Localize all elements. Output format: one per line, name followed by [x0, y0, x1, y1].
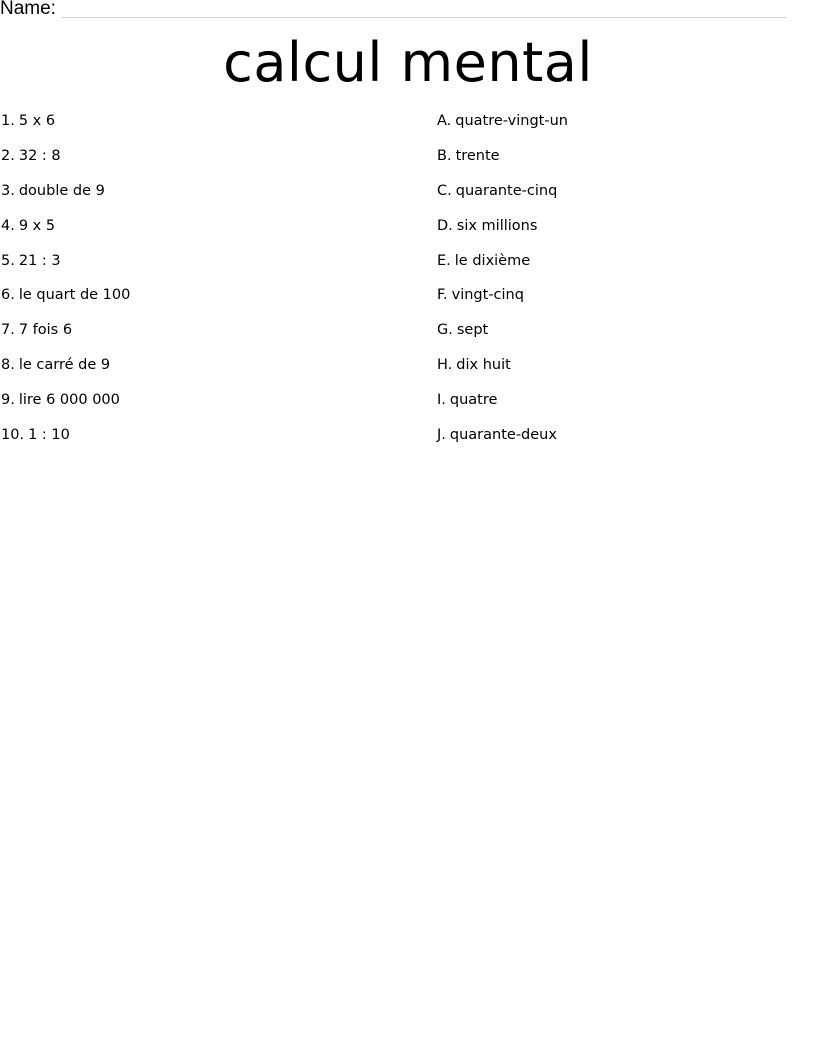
- question-text: 21 : 3: [18, 252, 61, 269]
- question-item: [1, 320, 401, 355]
- answer-text: trente: [455, 147, 500, 164]
- question-item: [1, 111, 401, 146]
- answer-item: [437, 251, 807, 286]
- answers-list: [437, 111, 807, 460]
- question-item: [1, 355, 401, 390]
- question-number: 6.: [1, 287, 15, 304]
- answer-item: [437, 320, 807, 355]
- questions-list: [1, 111, 401, 460]
- answer-letter: C.: [437, 182, 452, 199]
- question-item: [1, 181, 401, 216]
- question-text: 9 x 5: [18, 217, 56, 234]
- answer-text: quatre: [449, 392, 498, 409]
- question-number: 4.: [1, 217, 15, 234]
- question-number: 2.: [1, 147, 15, 164]
- answer-item: [437, 355, 807, 390]
- question-item: [1, 251, 401, 286]
- question-number: 8.: [1, 357, 15, 374]
- answer-text: le dixième: [454, 252, 531, 269]
- answer-text: sept: [456, 322, 489, 339]
- question-number: 5.: [1, 252, 15, 269]
- answer-letter: D.: [437, 217, 453, 234]
- question-number: 3.: [1, 182, 15, 199]
- question-number: 1.: [1, 113, 15, 129]
- answer-item: [437, 146, 807, 181]
- answer-letter: B.: [437, 147, 452, 164]
- question-item: [1, 216, 401, 251]
- question-text: le quart de 100: [18, 287, 131, 304]
- answer-text: quatre-vingt-un: [455, 113, 568, 129]
- answer-letter: H.: [437, 357, 453, 374]
- answer-letter: J.: [437, 427, 446, 444]
- question-number: 10.: [1, 427, 25, 444]
- answer-item: [437, 285, 807, 320]
- name-field: [0, 0, 788, 20]
- answer-item: [437, 425, 807, 460]
- answer-letter: A.: [437, 113, 452, 129]
- answer-text: vingt-cinq: [451, 287, 524, 304]
- question-number: 7.: [1, 322, 15, 339]
- answer-item: [437, 111, 807, 146]
- name-label: Name:: [0, 0, 56, 19]
- question-text: double de 9: [18, 182, 105, 199]
- question-item: [1, 390, 401, 425]
- answer-item: [437, 390, 807, 425]
- answer-text: quarante-deux: [449, 427, 557, 444]
- question-item: [1, 425, 401, 460]
- answer-text: six millions: [456, 217, 538, 234]
- answer-item: [437, 181, 807, 216]
- question-text: 32 : 8: [18, 147, 61, 164]
- answer-text: quarante-cinq: [455, 182, 558, 199]
- answer-letter: I.: [437, 392, 446, 409]
- worksheet-title: calcul mental: [223, 31, 593, 94]
- question-item: [1, 146, 401, 181]
- question-item: [1, 285, 401, 320]
- question-text: le carré de 9: [18, 357, 111, 374]
- question-text: 1 : 10: [28, 427, 70, 444]
- answer-letter: G.: [437, 322, 453, 339]
- question-text: 7 fois 6: [18, 322, 73, 339]
- question-text: lire 6 000 000: [18, 392, 120, 409]
- name-underline: [62, 17, 786, 18]
- question-text: 5 x 6: [18, 113, 56, 129]
- question-number: 9.: [1, 392, 15, 409]
- answer-letter: E.: [437, 252, 451, 269]
- answer-letter: F.: [437, 287, 448, 304]
- answer-text: dix huit: [456, 357, 511, 374]
- answer-item: [437, 216, 807, 251]
